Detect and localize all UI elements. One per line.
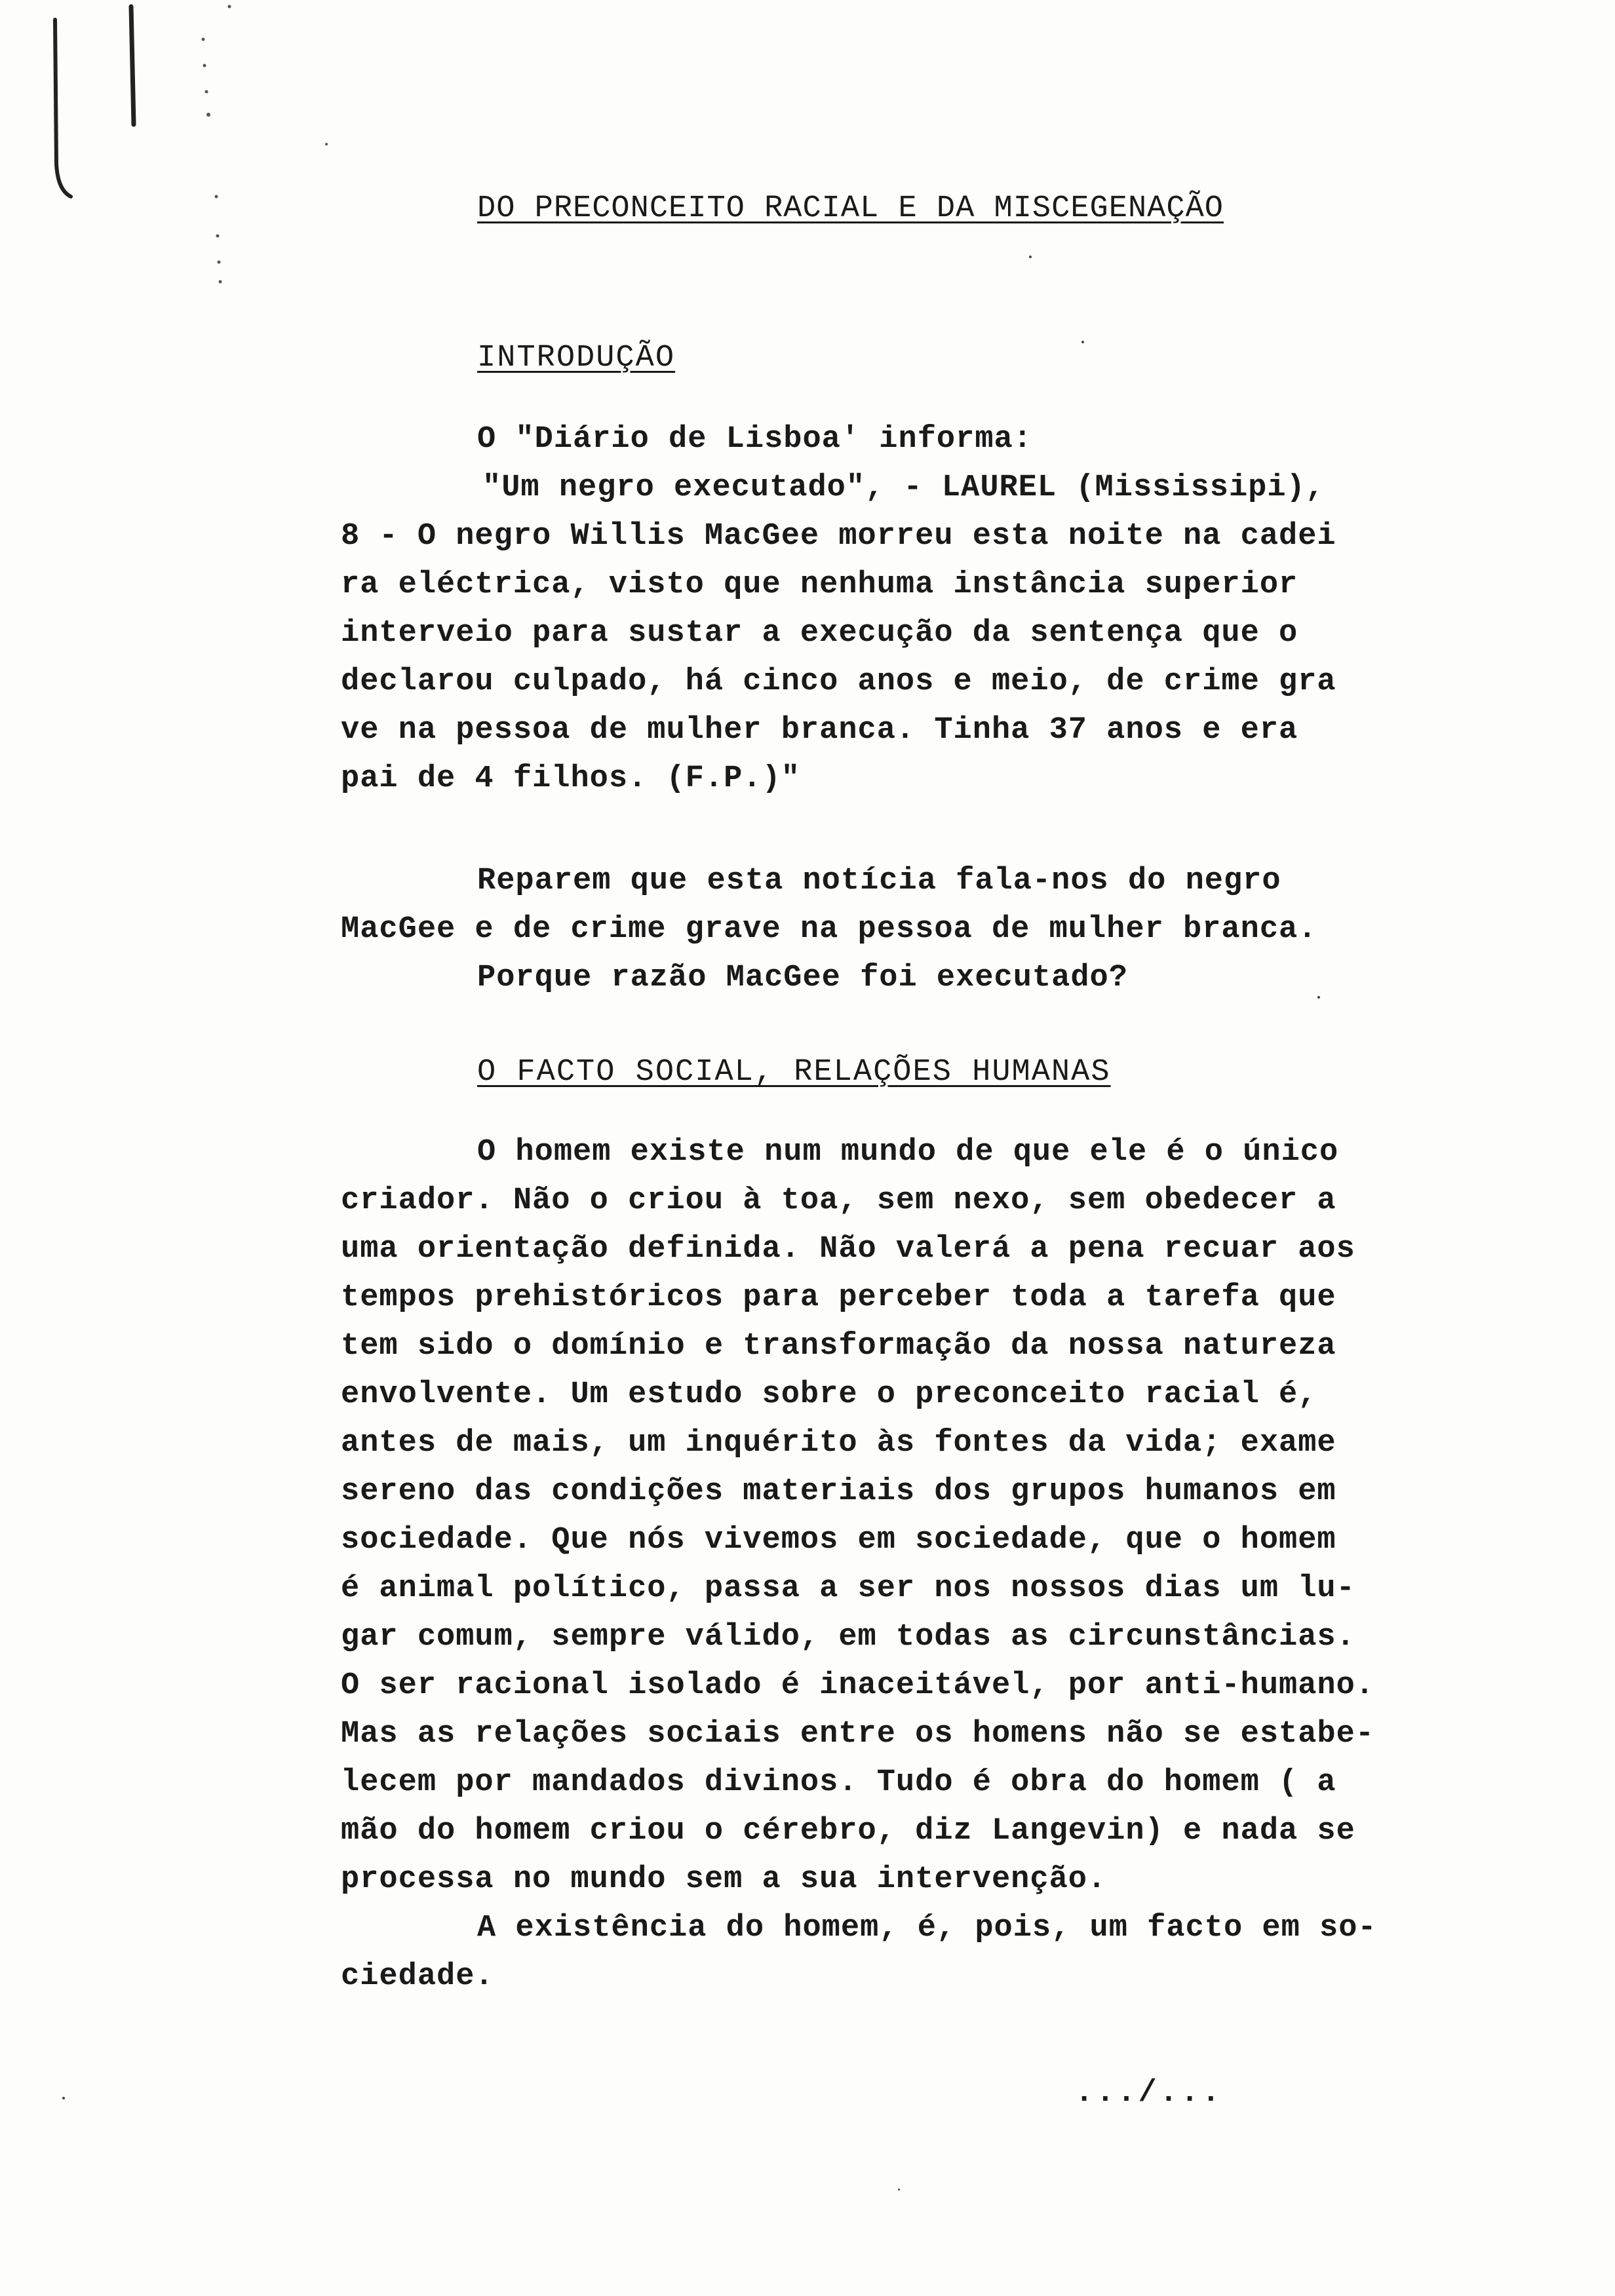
continuation-mark: .../... <box>1075 2076 1223 2111</box>
body-line: lecem por mandados divinos. Tudo é obra do homem ( a <box>341 1765 1336 1800</box>
body-line: envolvente. Um estudo sobre o preconceito racial é, <box>341 1377 1317 1412</box>
remark-line: MacGee e de crime grave na pessoa de mulher branca. <box>341 912 1317 947</box>
body-line: mão do homem criou o cérebro, diz Langevin) e nada se <box>341 1814 1355 1848</box>
body-line: gar comum, sempre válido, em todas as circunstâncias. <box>341 1620 1355 1655</box>
body-line: O ser racional isolado é inaceitável, por anti-humano. <box>341 1668 1375 1703</box>
body-line: criador. Não o criou à toa, sem nexo, sem obedecer a <box>341 1183 1336 1218</box>
intro-line: "Um negro executado", - LAUREL (Mississipi), <box>482 470 1325 505</box>
body-line: antes de mais, um inquérito às fontes da vida; exame <box>341 1426 1336 1461</box>
remark-line: Porque razão MacGee foi executado? <box>477 961 1128 995</box>
body-line: A existência do homem, é, pois, um facto em so- <box>477 1911 1377 1945</box>
intro-line: 8 - O negro Willis MacGee morreu esta noite na cadei <box>341 519 1336 554</box>
body-line: tem sido o domínio e transformação da nossa natureza <box>341 1329 1336 1364</box>
body-line: é animal político, passa a ser nos nossos dias um lu- <box>341 1571 1355 1606</box>
scan-speck <box>1081 341 1084 343</box>
intro-line: O "Diário de Lisboa' informa: <box>477 422 1032 457</box>
intro-line: ra eléctrica, visto que nenhuma instância superior <box>341 567 1298 602</box>
section-heading-introduction: INTRODUÇÃO <box>477 341 676 375</box>
intro-line: ve na pessoa de mulher branca. Tinha 37 anos e era <box>341 713 1298 748</box>
body-line: ciedade. <box>341 1959 494 1994</box>
body-line: O homem existe num mundo de que ele é o único <box>477 1135 1339 1170</box>
margin-marks <box>0 0 341 341</box>
body-line: uma orientação definida. Não valerá a pena recuar aos <box>341 1232 1355 1267</box>
scan-speck <box>62 2097 65 2099</box>
body-line: sereno das condições materiais dos grupos humanos em <box>341 1474 1336 1509</box>
intro-line: pai de 4 filhos. (F.P.)" <box>341 761 800 796</box>
remark-line: Reparem que esta notícia fala-nos do negro <box>477 864 1281 898</box>
scan-speck <box>898 2189 900 2191</box>
document-title: DO PRECONCEITO RACIAL E DA MISCEGENAÇÃO <box>477 191 1224 226</box>
scan-speck <box>1317 996 1320 999</box>
intro-line: declarou culpado, há cinco anos e meio, de crime gra <box>341 664 1336 699</box>
scan-speck <box>1029 256 1032 258</box>
intro-line: interveio para sustar a execução da sentença que o <box>341 616 1298 651</box>
body-line: sociedade. Que nós vivemos em sociedade, que o homem <box>341 1523 1336 1558</box>
section-heading-social-fact: O FACTO SOCIAL, RELAÇÕES HUMANAS <box>477 1055 1111 1090</box>
body-line: processa no mundo sem a sua intervenção. <box>341 1862 1107 1897</box>
body-line: Mas as relações sociais entre os homens não se estabe- <box>341 1717 1375 1751</box>
body-line: tempos prehistóricos para perceber toda a tarefa que <box>341 1280 1336 1315</box>
